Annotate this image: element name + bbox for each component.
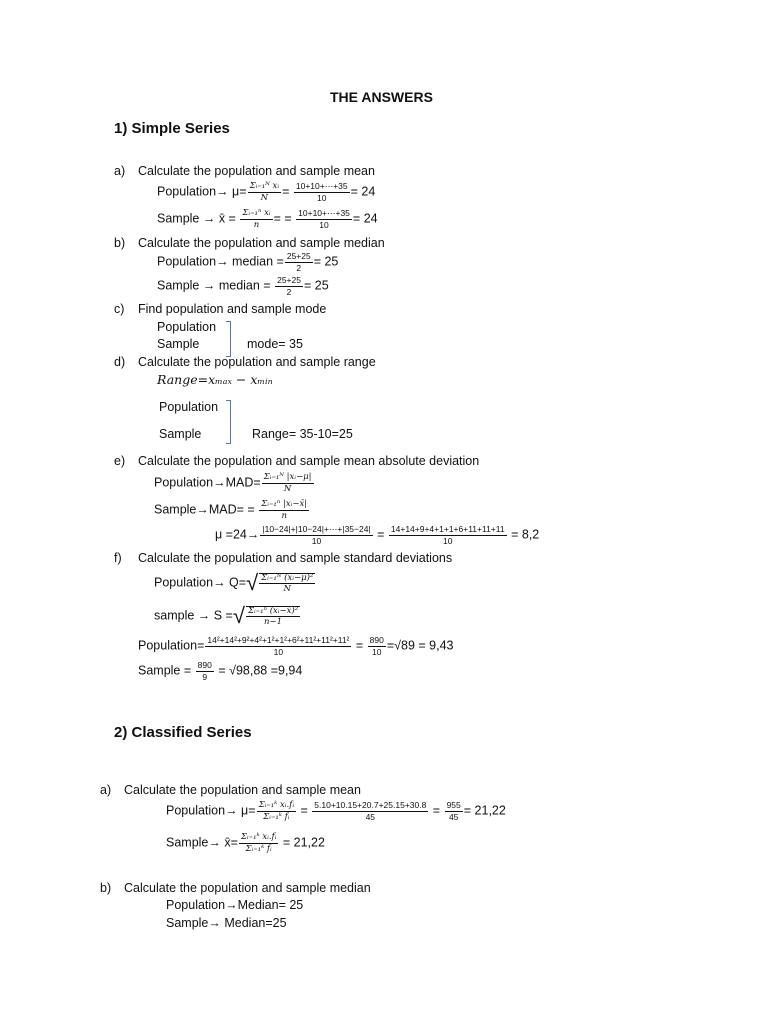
sample-mean-classified: Sample→ x̄= $\frac{\text{Σᵢ₌₁ᵏ xᵢ.fᵢ}}{\text{Σᵢ₌₁ᵏ fᵢ}}$ = 21,22 bbox=[166, 832, 325, 854]
result: = 24 bbox=[352, 211, 378, 226]
question-text: Calculate the population and sample range bbox=[138, 355, 376, 369]
question-text: Calculate the population and sample mean bbox=[138, 164, 375, 178]
calc-fraction: $\frac{955}{45}$ bbox=[446, 800, 461, 822]
brace bbox=[226, 321, 231, 357]
question-text: Calculate the population and sample median bbox=[124, 881, 371, 895]
question-label: a) bbox=[100, 783, 112, 797]
question-label: d) bbox=[114, 355, 126, 369]
mad-calculation: μ =24→ $\frac{|10-24|+|10-24|+\cdots+|35-24|}{10}$ = $\frac{14+14+9+4+1+1+6+11+11+11}{10}$ = 8,2 bbox=[215, 524, 540, 546]
sample-mean-formula: Sample → x̄ = $\frac{\text{Σᵢ₌₁ⁿ xᵢ}}{n}$ = = $\frac{10+10+\cdots+35}{10}$ = 24 bbox=[157, 208, 378, 230]
calc-fraction: $\frac{890}{10}$ bbox=[369, 635, 384, 657]
calc-fraction: $\frac{\text{14²+14²+9²+4²+1²+1²+6²+11²+11²+11²}}{10}$ bbox=[207, 635, 350, 657]
calc-fraction: $\frac{25+25}{2}$ bbox=[277, 275, 301, 297]
population-label: Population bbox=[159, 400, 219, 414]
question-text: Calculate the population and sample median bbox=[138, 236, 385, 250]
formula-fraction: $\frac{\text{Σᵢ₌₁ᴺ |xᵢ−μ|}}{N}$ bbox=[263, 472, 312, 494]
page-title: THE ANSWERS bbox=[330, 89, 433, 105]
sample-label: Sample bbox=[159, 427, 202, 441]
question-label: b) bbox=[114, 236, 126, 250]
section-heading-simple-series: 1) Simple Series bbox=[114, 120, 230, 137]
sqrt-icon: √ bbox=[246, 570, 259, 595]
question-label: e) bbox=[114, 454, 126, 468]
calc-fraction: $\frac{14+14+9+4+1+1+6+11+11+11}{10}$ bbox=[390, 524, 505, 546]
formula-fraction: $\frac{\text{Σᵢ₌₁ᴺ (xᵢ−μ)²}}{N}$ bbox=[261, 572, 314, 594]
population-sd-formula: Population→ Q=√ $\frac{\text{Σᵢ₌₁ᴺ (xᵢ−μ)²}}{N}$ bbox=[154, 570, 314, 595]
mode-answer: mode= 35 bbox=[247, 337, 303, 351]
calc-fraction: $\frac{10+10+\cdots+35}{10}$ bbox=[295, 181, 348, 203]
population-median-answer: Population→Median= 25 bbox=[166, 898, 304, 912]
formula-fraction: $\frac{\text{Σᵢ₌₁ⁿ xᵢ}}{n}$ bbox=[242, 208, 271, 230]
formula-fraction: $\frac{\text{Σᵢ₌₁ⁿ (xᵢ−x̄)²}}{n-1}$ bbox=[247, 605, 299, 627]
population-mean-classified: Population→ μ= $\frac{\text{Σᵢ₌₁ᵏ xᵢ.fᵢ}}{\text{Σᵢ₌₁ᵏ fᵢ}}$ = $\frac{5.10+10.15+20.7+25.15+30.8}{45}$ = $\frac{955}{45}$ = 21,22 bbox=[166, 800, 506, 822]
formula-fraction: $\frac{\text{Σᵢ₌₁ᵏ xᵢ.fᵢ}}{\text{Σᵢ₌₁ᵏ fᵢ}}$ bbox=[258, 800, 295, 822]
sample-median-formula: Sample → median = $\frac{25+25}{2}$ = 25 bbox=[157, 275, 329, 297]
calc-fraction: $\frac{5.10+10.15+20.7+25.15+30.8}{45}$ bbox=[314, 800, 427, 822]
calc-fraction: $\frac{10+10+\cdots+35}{10}$ bbox=[298, 208, 350, 230]
formula-prefix: Sample → x̄ = bbox=[157, 211, 236, 226]
question-label: b) bbox=[100, 881, 112, 895]
formula-fraction: $\frac{\text{Σᵢ₌₁ᴺ xᵢ}}{N}$ bbox=[249, 181, 280, 203]
sample-mad-formula: Sample→MAD= = $\frac{\text{Σᵢ₌₁ⁿ |xᵢ−x̄|}}{n}$ bbox=[154, 499, 308, 521]
result: = 24 bbox=[350, 184, 376, 199]
calc-fraction: $\frac{|10-24|+|10-24|+\cdots+|35-24|}{10}$ bbox=[262, 524, 371, 546]
formula-fraction: $\frac{\text{Σᵢ₌₁ⁿ |xᵢ−x̄|}}{n}$ bbox=[261, 499, 308, 521]
population-mean-formula: Population→ μ= $\frac{\text{Σᵢ₌₁ᴺ xᵢ}}{N}$ = $\frac{10+10+\cdots+35}{10}$ = 24 bbox=[157, 181, 376, 203]
question-label: a) bbox=[114, 164, 126, 178]
calc-fraction: $\frac{25+25}{2}$ bbox=[286, 251, 311, 273]
brace bbox=[226, 400, 231, 444]
range-answer: Range= 35-10=25 bbox=[252, 427, 353, 441]
sample-sd-formula: sample → S =√ $\frac{\text{Σᵢ₌₁ⁿ (xᵢ−x̄)²}}{n-1}$ bbox=[154, 603, 299, 628]
section-heading-classified-series: 2) Classified Series bbox=[114, 724, 252, 741]
calc-fraction: $\frac{890}{9}$ bbox=[197, 660, 212, 682]
sample-label: Sample bbox=[157, 337, 200, 351]
question-text: Calculate the population and sample standard deviations bbox=[138, 551, 453, 565]
sqrt-icon: √ bbox=[232, 603, 245, 628]
population-mad-formula: Population→MAD= $\frac{\text{Σᵢ₌₁ᴺ |xᵢ−μ|}}{N}$ bbox=[154, 472, 312, 494]
range-formula: Range=xₘₐₓ − xₘᵢₙ bbox=[157, 372, 273, 387]
population-sd-calculation: Population= $\frac{\text{14²+14²+9²+4²+1²+1²+6²+11²+11²+11²}}{10}$ = $\frac{890}{10}$ =√89 = 9,43 bbox=[138, 635, 454, 657]
formula-prefix: Population→ μ= bbox=[157, 184, 247, 199]
question-label: f) bbox=[114, 551, 122, 565]
population-label: Population bbox=[157, 320, 217, 334]
population-median-formula: Population→ median = $\frac{25+25}{2}$ = 25 bbox=[157, 251, 339, 273]
formula-fraction: $\frac{\text{Σᵢ₌₁ᵏ xᵢ.fᵢ}}{\text{Σᵢ₌₁ᵏ fᵢ}}$ bbox=[240, 832, 277, 854]
question-text: Calculate the population and sample mean bbox=[124, 783, 361, 797]
sample-median-answer: Sample→ Median=25 bbox=[166, 916, 287, 930]
question-text: Find population and sample mode bbox=[138, 302, 327, 316]
sample-sd-calculation: Sample = $\frac{890}{9}$ = √98,88 =9,94 bbox=[138, 660, 303, 682]
question-text: Calculate the population and sample mean absolute deviation bbox=[138, 454, 480, 468]
question-label: c) bbox=[114, 302, 125, 316]
